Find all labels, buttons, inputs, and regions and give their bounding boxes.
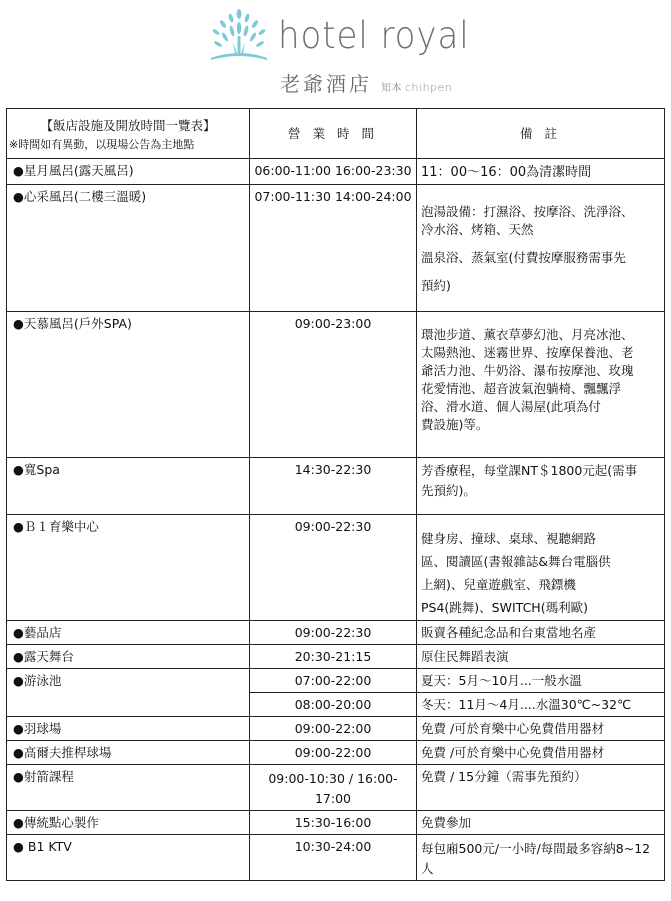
table-header-row <box>7 109 665 159</box>
brand-name: hotel royal <box>278 14 470 57</box>
note-line: 販賣各種紀念品和台東當地名產 <box>421 625 597 640</box>
table-row <box>7 811 665 835</box>
table-row <box>7 185 665 312</box>
table-row <box>7 835 665 881</box>
note-line: 上網)、兒童遊戲室、飛鏢機 <box>421 577 576 592</box>
note-line: 環池步道、薰衣草夢幻池、月亮冰池、 <box>421 327 634 342</box>
note-line: 冷水浴、烤箱、天然 <box>421 222 534 237</box>
facility-note <box>417 312 665 458</box>
facility-note <box>417 458 665 515</box>
facility-name: ●寬Spa <box>7 458 250 515</box>
facility-name: ●Ｂ１育樂中心 <box>7 515 250 621</box>
facility-name: ●射箭課程 <box>7 765 250 811</box>
facility-name: ●露天舞台 <box>7 645 250 669</box>
facility-note <box>417 693 665 717</box>
table-row <box>7 741 665 765</box>
facility-note <box>417 835 665 881</box>
facility-hours: 09:00-22:00 <box>250 741 417 765</box>
hours-line: 09:00-10:30 / <box>268 771 354 786</box>
brand-location <box>381 79 452 94</box>
note-line: 免費 / 15分鐘（需事先預約） <box>421 769 587 784</box>
facility-name: ●天慕風呂(戶外SPA) <box>7 312 250 458</box>
facility-hours: 07:00-22:00 <box>250 669 417 693</box>
note-line: 健身房、撞球、桌球、視聽網路 <box>421 531 597 546</box>
facility-hours: 14:30-22:30 <box>250 458 417 515</box>
facility-note <box>417 717 665 741</box>
facility-name: ●藝品店 <box>7 621 250 645</box>
note-line: 先預約)。 <box>421 483 476 498</box>
table-row <box>7 717 665 741</box>
facility-hours <box>250 765 417 811</box>
facility-hours: 09:00-23:00 <box>250 312 417 458</box>
remarks-column-header: 備 註 <box>417 109 665 159</box>
facility-name: ● B1 KTV <box>7 835 250 881</box>
facility-name: ●羽球場 <box>7 717 250 741</box>
note-line: 太陽熱池、迷霧世界、按摩保養池、老 <box>421 345 634 360</box>
table-row <box>7 458 665 515</box>
hours-line: 16:00-17:00 <box>314 771 398 806</box>
facility-note <box>417 741 665 765</box>
facility-hours-table <box>6 108 665 881</box>
facility-note <box>417 645 665 669</box>
table-row <box>7 515 665 621</box>
note-line: 每包廂500元/一小時/每間最多容納8~12 <box>421 841 651 856</box>
header-title-cell <box>7 109 250 159</box>
note-line: PS4(跳舞)、SWITCH(瑪利歐) <box>421 600 588 615</box>
note-line: 免費 /可於育樂中心免費借用器材 <box>421 721 605 736</box>
facility-hours: 09:00-22:30 <box>250 515 417 621</box>
facility-hours: 08:00-20:00 <box>250 693 417 717</box>
facility-name: ●心采風呂(二樓三溫暖) <box>7 185 250 312</box>
facility-hours: 15:30-16:00 <box>250 811 417 835</box>
note-line: 免費 /可於育樂中心免費借用器材 <box>421 745 605 760</box>
table-row <box>7 669 665 693</box>
facility-note <box>417 185 665 312</box>
note-line: 浴、滑水道、個人湯屋(此項為付 <box>421 399 601 414</box>
hours-column-header: 營 業 時 間 <box>250 109 417 159</box>
facility-name: ●星月風呂(露天風呂) <box>7 159 250 185</box>
facility-note <box>417 765 665 811</box>
facility-hours: 20:30-21:15 <box>250 645 417 669</box>
note-line: 爺活力池、牛奶浴、瀑布按摩池、玫瑰 <box>421 363 634 378</box>
table-row <box>7 621 665 645</box>
facility-note <box>417 621 665 645</box>
table-note: ※時間如有異動，以現場公告為主地點 <box>9 137 195 151</box>
note-line: 區、閱讀區(書報雜誌&舞台電腦供 <box>421 554 611 569</box>
facility-name: ●游泳池 <box>7 669 250 717</box>
note-line: 芳香療程，每堂課NT＄1800元起(需事 <box>421 463 638 478</box>
facility-note <box>417 811 665 835</box>
table-title: 【飯店設施及開放時間一覽表】 <box>40 117 216 133</box>
note-line: 原住民舞蹈表演 <box>421 649 509 664</box>
facility-note <box>417 669 665 693</box>
facility-name: ●傳統點心製作 <box>7 811 250 835</box>
facility-name: ●高爾夫推桿球場 <box>7 741 250 765</box>
note-line: 預約) <box>421 278 451 293</box>
note-line: 人 <box>421 861 434 876</box>
note-line: 11：00～16：00為清潔時間 <box>421 165 592 180</box>
note-line: 溫泉浴、蒸氣室(付費按摩服務需事先 <box>421 250 626 265</box>
note-line: 免費參加 <box>421 815 472 830</box>
facility-hours: 07:00-11:30 14:00-24:00 <box>250 185 417 312</box>
brand-location-cn: 知本 <box>381 83 402 94</box>
table-row <box>7 645 665 669</box>
note-line: 費設施)等。 <box>421 417 489 432</box>
note-line: 花愛情池、超音波氣泡躺椅、飄飄浮 <box>421 381 622 396</box>
facility-hours: 10:30-24:00 <box>250 835 417 881</box>
facility-hours: 09:00-22:00 <box>250 717 417 741</box>
note-line: 泡湯設備：打濕浴、按摩浴、洗淨浴、 <box>421 204 634 219</box>
table-row <box>7 765 665 811</box>
note-line: 夏天：5月～10月...一般水溫 <box>421 673 582 688</box>
brand-chinese-name: 老爺酒店 <box>280 72 372 96</box>
table-row <box>7 312 665 458</box>
facility-note <box>417 515 665 621</box>
facility-hours: 06:00-11:00 16:00-23:30 <box>250 159 417 185</box>
note-line: 冬天：11月～4月....水溫30℃~32℃ <box>421 697 632 712</box>
facility-hours: 09:00-22:30 <box>250 621 417 645</box>
fountain-splash-icon <box>206 8 272 64</box>
table-row <box>7 159 665 185</box>
facility-note <box>417 159 665 185</box>
brand-location-en: chihpen <box>405 81 453 94</box>
